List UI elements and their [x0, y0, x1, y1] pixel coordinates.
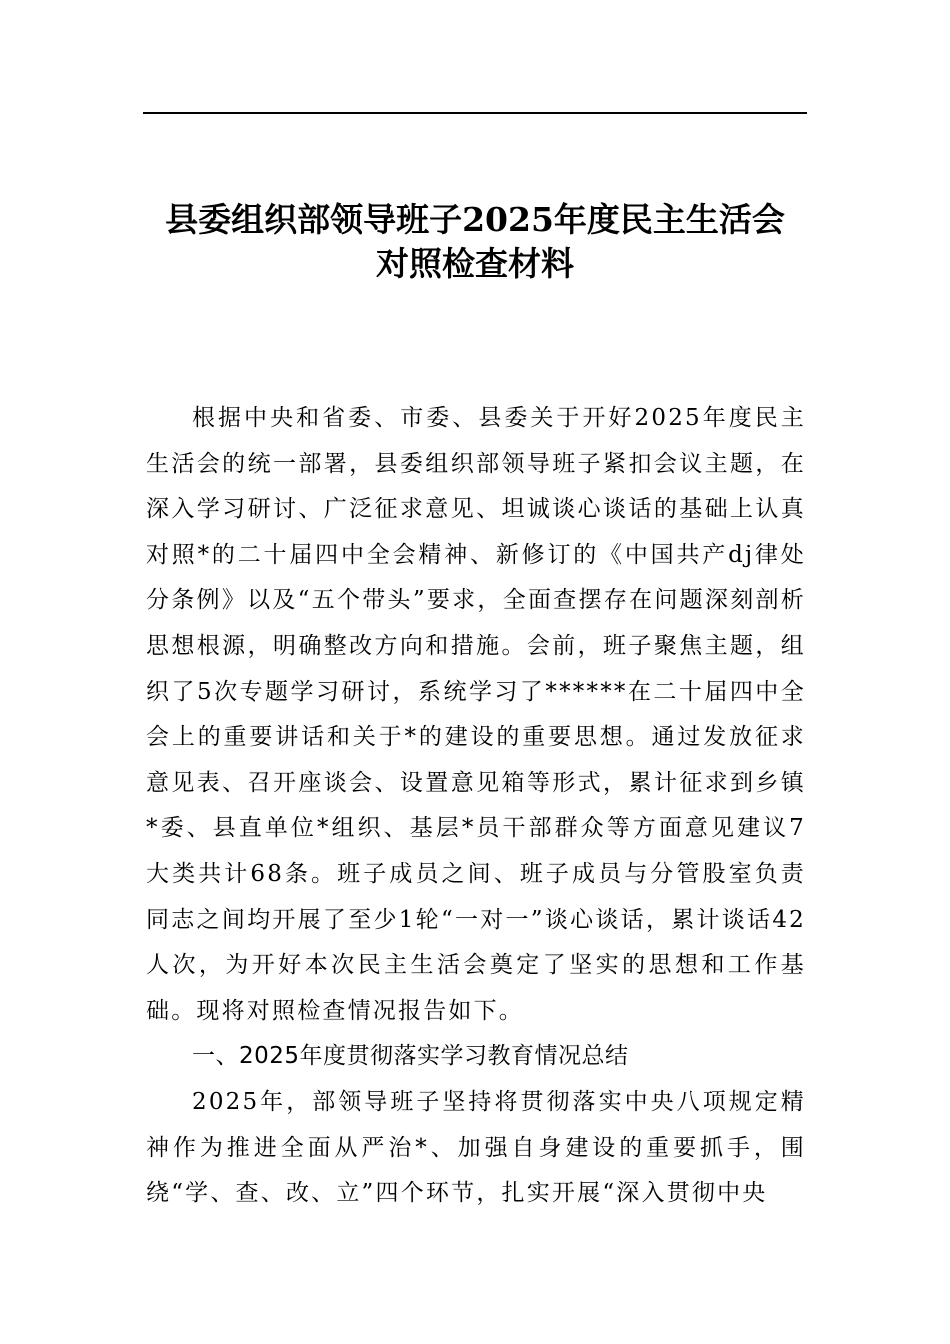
document-title-line1: 县委组织部领导班子2025年度民主生活会 — [165, 200, 785, 239]
document-title-line2: 对照检查材料 — [376, 244, 574, 283]
header-rule — [143, 112, 807, 114]
intro-paragraph: 根据中央和省委、市委、县委关于开好2025年度民主生活会的统一部署，县委组织部领导班子紧扣会议主题，在深入学习研讨、广泛征求意见、坦诚谈心谈话的基础上认真对照*的二十届四中全会精神、新修订的《中国共产dj律处分条例》以及“五个带头”要求，全面查摆存在问题深刻剖析思想根源，明确整改方向和措施。会前，班子聚焦主题，组织了5次专题学习研讨，系统学习了******在二十届四中全会上的重要讲话和关于*的建设的重要思想。通过发放征求意见表、召开座谈会、设置意见箱等形式，累计征求到乡镇*委、县直单位*组织、基层*员干部群众等方面意见建议7大类共计68条。班子成员之间、班子成员与分管股室负责同志之间均开展了至少1轮“一对一”谈心谈话，累计谈话42人次，为开好本次民主生活会奠定了坚实的思想和工作基础。现将对照检查情况报告如下。 — [146, 405, 806, 1024]
section1-paragraph: 2025年，部领导班子坚持将贯彻落实中央八项规定精神作为推进全面从严治*、加强自身建设的重要抓手，围绕“学、查、改、立”四个环节，扎实开展“深入贯彻中央 — [146, 1088, 806, 1207]
section-heading-1: 一、2025年度贯彻落实学习教育情况总结 — [192, 1043, 629, 1070]
document-body — [146, 396, 806, 1217]
